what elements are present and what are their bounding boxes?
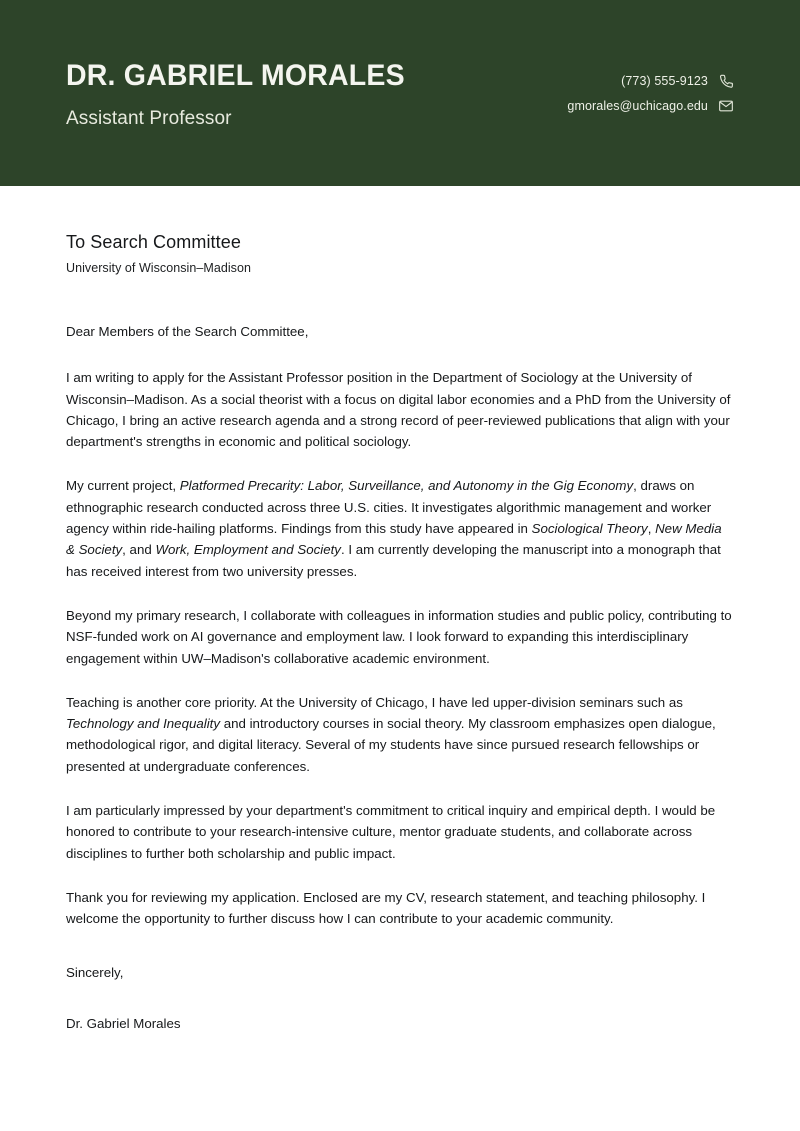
- paragraph-1-text: I am writing to apply for the Assistant Professor position in the Department of Sociology at the University of Wisconsin–Madison. As a social theorist with a focus on digital labor economies and a PhD from the University of Chicago, I bring an active research agenda and a strong record of peer-reviewed publications that align with your department's strengths in economic and political sociology.: [66, 370, 731, 450]
- paragraph-5-text: I am particularly impressed by your department's commitment to critical inquiry and empirical depth. I would be honored to contribute to your research-intensive culture, mentor graduate students, and collaborate across disciplines to further both scholarship and public impact.: [66, 803, 716, 861]
- paragraph-2-text-1: My current project,: [66, 478, 180, 494]
- journal-title-3: Work, Employment and Society: [155, 542, 341, 558]
- paragraph-3-text: Beyond my primary research, I collaborate with colleagues in information studies and public policy, contributing to NSF-funded work on AI governance and employment law. I look forward to expanding this interdisciplinary engagement within UW–Madison's collaborative academic environment.: [66, 607, 732, 666]
- letter-body: [0, 186, 800, 1034]
- paragraph-2-text-5: . I am currently developing the manuscript into a monograph that has received interest from two university presses.: [66, 542, 721, 579]
- course-title: Technology and Inequality: [66, 716, 221, 732]
- letterhead-header: [0, 0, 800, 186]
- salutation: Dear Members of the Search Committee,: [66, 324, 309, 339]
- contact-block: [567, 56, 734, 114]
- project-title: Platformed Precarity: Labor, Surveillance, and Autonomy in the Gig Economy: [179, 478, 634, 494]
- closing-salutation: Sincerely,: [66, 964, 124, 980]
- contact-email-value: gmorales@uchicago.edu: [567, 98, 708, 113]
- letter-paragraph-6: [66, 887, 734, 930]
- letter-paragraph-2: [66, 475, 734, 581]
- phone-icon: [717, 72, 734, 89]
- contact-phone-value: (773) 555-9123: [621, 73, 708, 88]
- letter-paragraph-3: [66, 605, 734, 669]
- paragraph-2-text-3: ,: [647, 521, 656, 537]
- paragraph-4-text-2: and introductory courses in social theory. My classroom emphasizes open dialogue, methodological rigor, and digital literacy. Several of my students have since pursued research fellowships or presented at undergraduate conferences.: [66, 716, 716, 774]
- signature-name: Dr. Gabriel Morales: [66, 1015, 181, 1031]
- recipient-name: To Search Committee: [66, 232, 241, 252]
- contact-email[interactable]: [567, 97, 734, 114]
- paragraph-2-text-2: , draws on ethnographic research conducted across three U.S. cities. It investigates algorithmic management and worker agency within ride-hailing platforms. Findings from this study have appeared in: [66, 478, 712, 537]
- journal-title-2: New Media & Society: [66, 521, 722, 558]
- letter-paragraph-5: [66, 800, 734, 864]
- journal-title-1: Sociological Theory: [531, 521, 648, 537]
- contact-phone[interactable]: [621, 72, 734, 89]
- letter-paragraph-1: [66, 367, 734, 452]
- page-title: DR. GABRIEL MORALES: [66, 59, 405, 93]
- paragraph-6-text: Thank you for reviewing my application. Enclosed are my CV, research statement, and teaching philosophy. I welcome the opportunity to further discuss how I can contribute to your academic community.: [66, 889, 706, 927]
- identity-block: [66, 56, 423, 130]
- letter-paragraph-4: [66, 692, 734, 777]
- recipient-organization: University of Wisconsin–Madison: [66, 261, 251, 275]
- envelope-icon: [717, 97, 734, 114]
- paragraph-4-text-1: Teaching is another core priority. At the University of Chicago, I have led upper-division seminars such as: [66, 694, 683, 710]
- recipient-block: [66, 232, 734, 275]
- job-title: Assistant Professor: [66, 107, 232, 129]
- paragraph-2-text-4: , and: [122, 542, 156, 558]
